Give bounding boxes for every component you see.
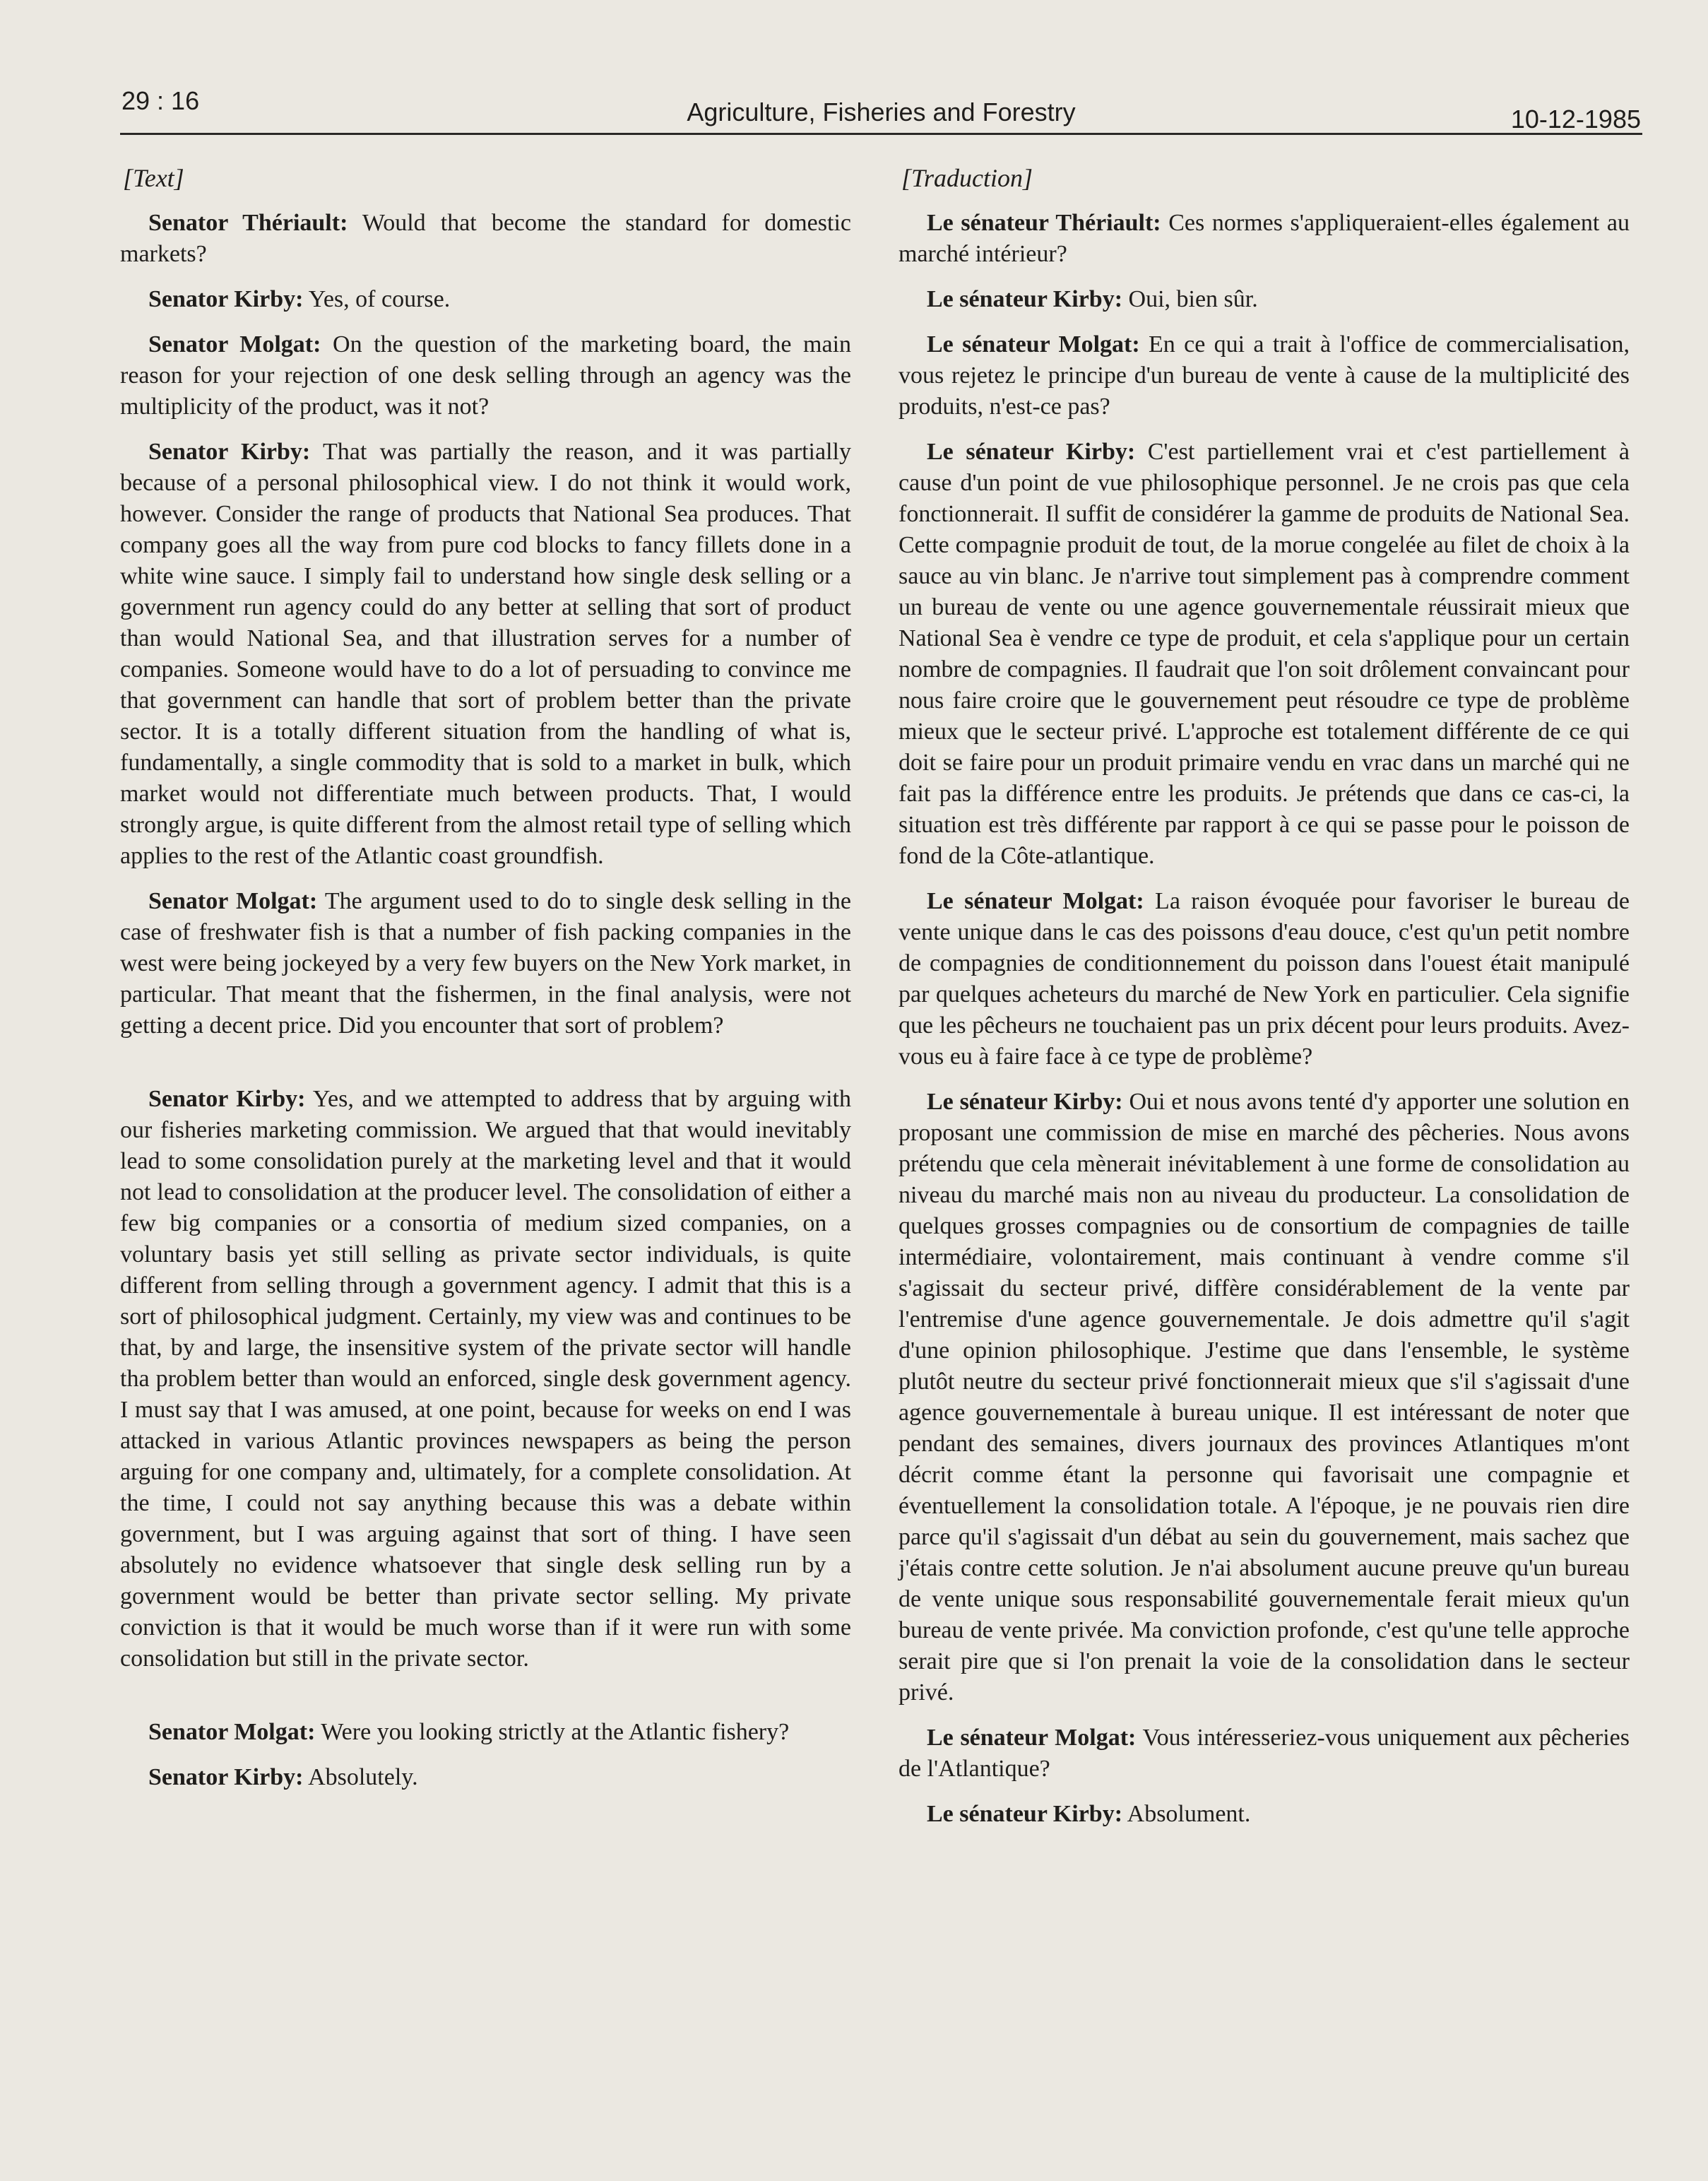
paragraph <box>899 437 1630 872</box>
paragraph-text: En ce qui a trait à l'office de commercialisation, vous rejetez le principe d'un bureau de vente à cause de la multiplicité des produits, n'est-ce pas? <box>899 331 1630 420</box>
paragraph-text: The argument used to do to single desk selling in the case of freshwater fish is that a number of fish packing companies in the west were being jockeyed by a very few buyers on the New York market, in particular. That meant that the fishermen, in the final analysis, were not getting a decent price. Did you encounter that sort of problem? <box>120 888 852 1039</box>
paragraph-text: Absolument. <box>1127 1801 1251 1827</box>
paragraph-text: Vous intéresseriez-vous uniquement aux pêcheries de l'Atlantique? <box>899 1725 1630 1782</box>
speaker-name: Le sénateur Molgat: <box>927 1725 1137 1751</box>
paragraph-text: Ces normes s'appliqueraient-elles également au marché intérieur? <box>899 210 1630 267</box>
speaker-name: Le sénateur Kirby: <box>927 439 1136 465</box>
section-label-text: [Text] <box>123 164 184 192</box>
paragraph <box>899 208 1630 270</box>
header-date: 10-12-1985 <box>1510 105 1641 134</box>
paragraph-text: Would that become the standard for domestic markets? <box>120 210 851 267</box>
paragraph-text: That was partially the reason, and it was partially because of a personal philosophical view. I do not think it would work, however. Consider the range of products that National Sea produces. That company goes all the way from pure cod blocks to fancy fillets done in a white wine sauce. I simply fail to understand how single desk selling or a government run agency could do any better at selling that sort of product than would National Sea, and that illustration serves for a number of companies. Someone would have to do a lot of persuading to convince me that government can handle that sort of problem better than the private sector. It is a totally different situation from the handling of what is, fundamentally, a single commodity that is sold to a market in bulk, which market would not differentiate much between products. That, I would strongly argue, is quite different from the almost retail type of selling which applies to the rest of the Atlantic coast groundfish. <box>120 439 851 869</box>
paragraph-text: Yes, and we attempted to address that by arguing with our fisheries marketing commission. We argued that that would inevitably lead to some consolidation purely at the marketing level and that it would not lead to consolidation at the producer level. The consolidation of either a few big companies or a consortia of medium sized companies, on a voluntary basis yet still selling as private sector individuals, is quite different from selling through a government agency. I admit that this is a sort of philosophical judgment. Certainly, my view was and continues to be that, by and large, the insensitive system of the private sector will handle tha problem better than would an enforced, single desk government agency. I must say that I was amused, at one point, because for weeks on end I was attacked in various Atlantic provinces newspapers as being the person arguing for one company and, ultimately, for a complete consolidation. At the time, I could not say anything because this was a debate within government, but I was arguing against that sort of thing. I have seen absolutely no evidence whatsoever that single desk selling run by a government would be better than private sector selling. My private conviction is that it would be much worse than if it were run with some consolidation but still in the private sector. <box>120 1086 851 1672</box>
paragraph <box>120 329 851 422</box>
paragraph-text: C'est partiellement vrai et c'est partiellement à cause d'un point de vue philosophique personnel. Je ne crois pas que cela fonctionnerait. Il suffit de considérer la gamme de produits de National Sea. Cette compagnie produit de tout, de la morue congelée au filet de choix à la sauce au vin blanc. Je n'arrive tout simplement pas à comprendre comment un bureau de vente ou une agence gouvernementale réussirait mieux que National Sea è vendre ce type de produit, et cela s'applique pour un certain nombre de compagnies. Il faudrait que l'on soit drôlement convaincant pour nous faire croire que le gouvernement peut résoudre ce type de problème mieux que le secteur privé. L'approche est totalement différente de ce qui doit se faire pour un produit primaire vendu en vrac dans un marché qui ne fait pas la différence entre les produits. Je prétends que dans ce cas-ci, la situation est très différente par rapport à ce qui se passe pour le poisson de fond de la Côte-atlantique. <box>899 439 1630 869</box>
paragraph <box>120 1717 851 1748</box>
header-title: Agriculture, Fisheries and Forestry <box>687 97 1076 126</box>
speaker-name: Senator Molgat: <box>148 1719 316 1745</box>
spacer <box>120 1689 851 1717</box>
paragraph <box>120 886 851 1041</box>
spacer <box>120 1056 851 1084</box>
paragraph-text: Were you looking strictly at the Atlantic fishery? <box>321 1719 790 1745</box>
section-label-traduction: [Traduction] <box>901 164 1033 192</box>
paragraph-text: Oui et nous avons tenté d'y apporter une solution en proposant une commission de mise en marché des pêcheries. Nous avons prétendu que cela mènerait inévitablement à une forme de consolidation au niveau du marché mais non au niveau du producteur. La consolidation de quelques grosses compagnies ou de consortium de compagnies de taille intermédiaire, volontairement, mais continuant à vendre comme s'il s'agissait du secteur privé, diffère considérablement de la vente par l'entremise d'une agence gouvernementale. Je dois admettre qu'il s'agit d'une opinion philosophique. J'estime que dans l'ensemble, le système plutôt neutre du secteur privé fonctionnerait mieux que s'il s'agissait d'une agence gouvernementale à bureau unique. Il est intéressant de noter que pendant des semaines, divers journaux des provinces Atlantiques m'ont décrit comme étant la personne qui favorisait une compagnie et éventuellement la consolidation totale. A l'époque, je ne pouvais rien dire parce qu'il s'agissait d'un débat au sein du gouvernement, mais sachez que j'étais contre cette solution. Je n'ai absolument aucune preuve qu'un bureau de vente unique sous responsabilité gouvernementale ferait mieux qu'un bureau de vente privée. Ma conviction profonde, c'est qu'une telle approche serait pire que si l'on prenait la voie de la consolidation dans le secteur privé. <box>899 1089 1630 1706</box>
paragraph-text: Absolutely. <box>308 1764 418 1790</box>
paragraph-text: La raison évoquée pour favoriser le bureau de vente unique dans le cas des poissons d'eau douce, c'est qu'un petit nombre de compagnies de conditionnement du poisson dans l'ouest était manipulé par quelques acheteurs du marché de New York en particulier. Cela signifie que les pêcheurs ne touchaient pas un prix décent pour leurs produits. Avez-vous eu à faire face à ce type de problème? <box>899 888 1630 1070</box>
speaker-name: Le sénateur Molgat: <box>927 888 1144 914</box>
paragraph <box>899 284 1630 315</box>
speaker-name: Le sénateur Thériault: <box>927 210 1161 236</box>
paragraph <box>899 329 1630 422</box>
speaker-name: Le sénateur Kirby: <box>927 286 1123 312</box>
speaker-name: Senator Molgat: <box>148 331 321 357</box>
paragraph <box>120 208 851 270</box>
speaker-name: Senator Thériault: <box>148 210 348 236</box>
paragraph <box>120 1084 851 1674</box>
speaker-name: Le sénateur Kirby: <box>927 1089 1123 1115</box>
page-number: 29 : 16 <box>121 86 200 115</box>
speaker-name: Le sénateur Molgat: <box>927 331 1140 357</box>
paragraph-text: Yes, of course. <box>308 286 451 312</box>
paragraph <box>899 886 1630 1072</box>
speaker-name: Senator Kirby: <box>148 1764 304 1790</box>
paragraph-text: On the question of the marketing board, the main reason for your rejection of one desk selling through an agency was the multiplicity of the product, was it not? <box>120 331 852 420</box>
paragraph <box>899 1799 1630 1830</box>
paragraph-text: Oui, bien sûr. <box>1128 286 1258 312</box>
paragraph <box>120 284 851 315</box>
french-column <box>899 161 1630 1844</box>
speaker-name: Senator Kirby: <box>148 1086 306 1112</box>
speaker-name: Senator Molgat: <box>148 888 318 914</box>
page-header <box>120 83 1642 135</box>
paragraph <box>899 1087 1630 1708</box>
speaker-name: Senator Kirby: <box>148 439 311 465</box>
english-column <box>120 161 851 1807</box>
paragraph <box>120 1762 851 1793</box>
paragraph <box>120 437 851 872</box>
speaker-name: Le sénateur Kirby: <box>927 1801 1123 1827</box>
paragraph <box>899 1722 1630 1785</box>
speaker-name: Senator Kirby: <box>148 286 304 312</box>
